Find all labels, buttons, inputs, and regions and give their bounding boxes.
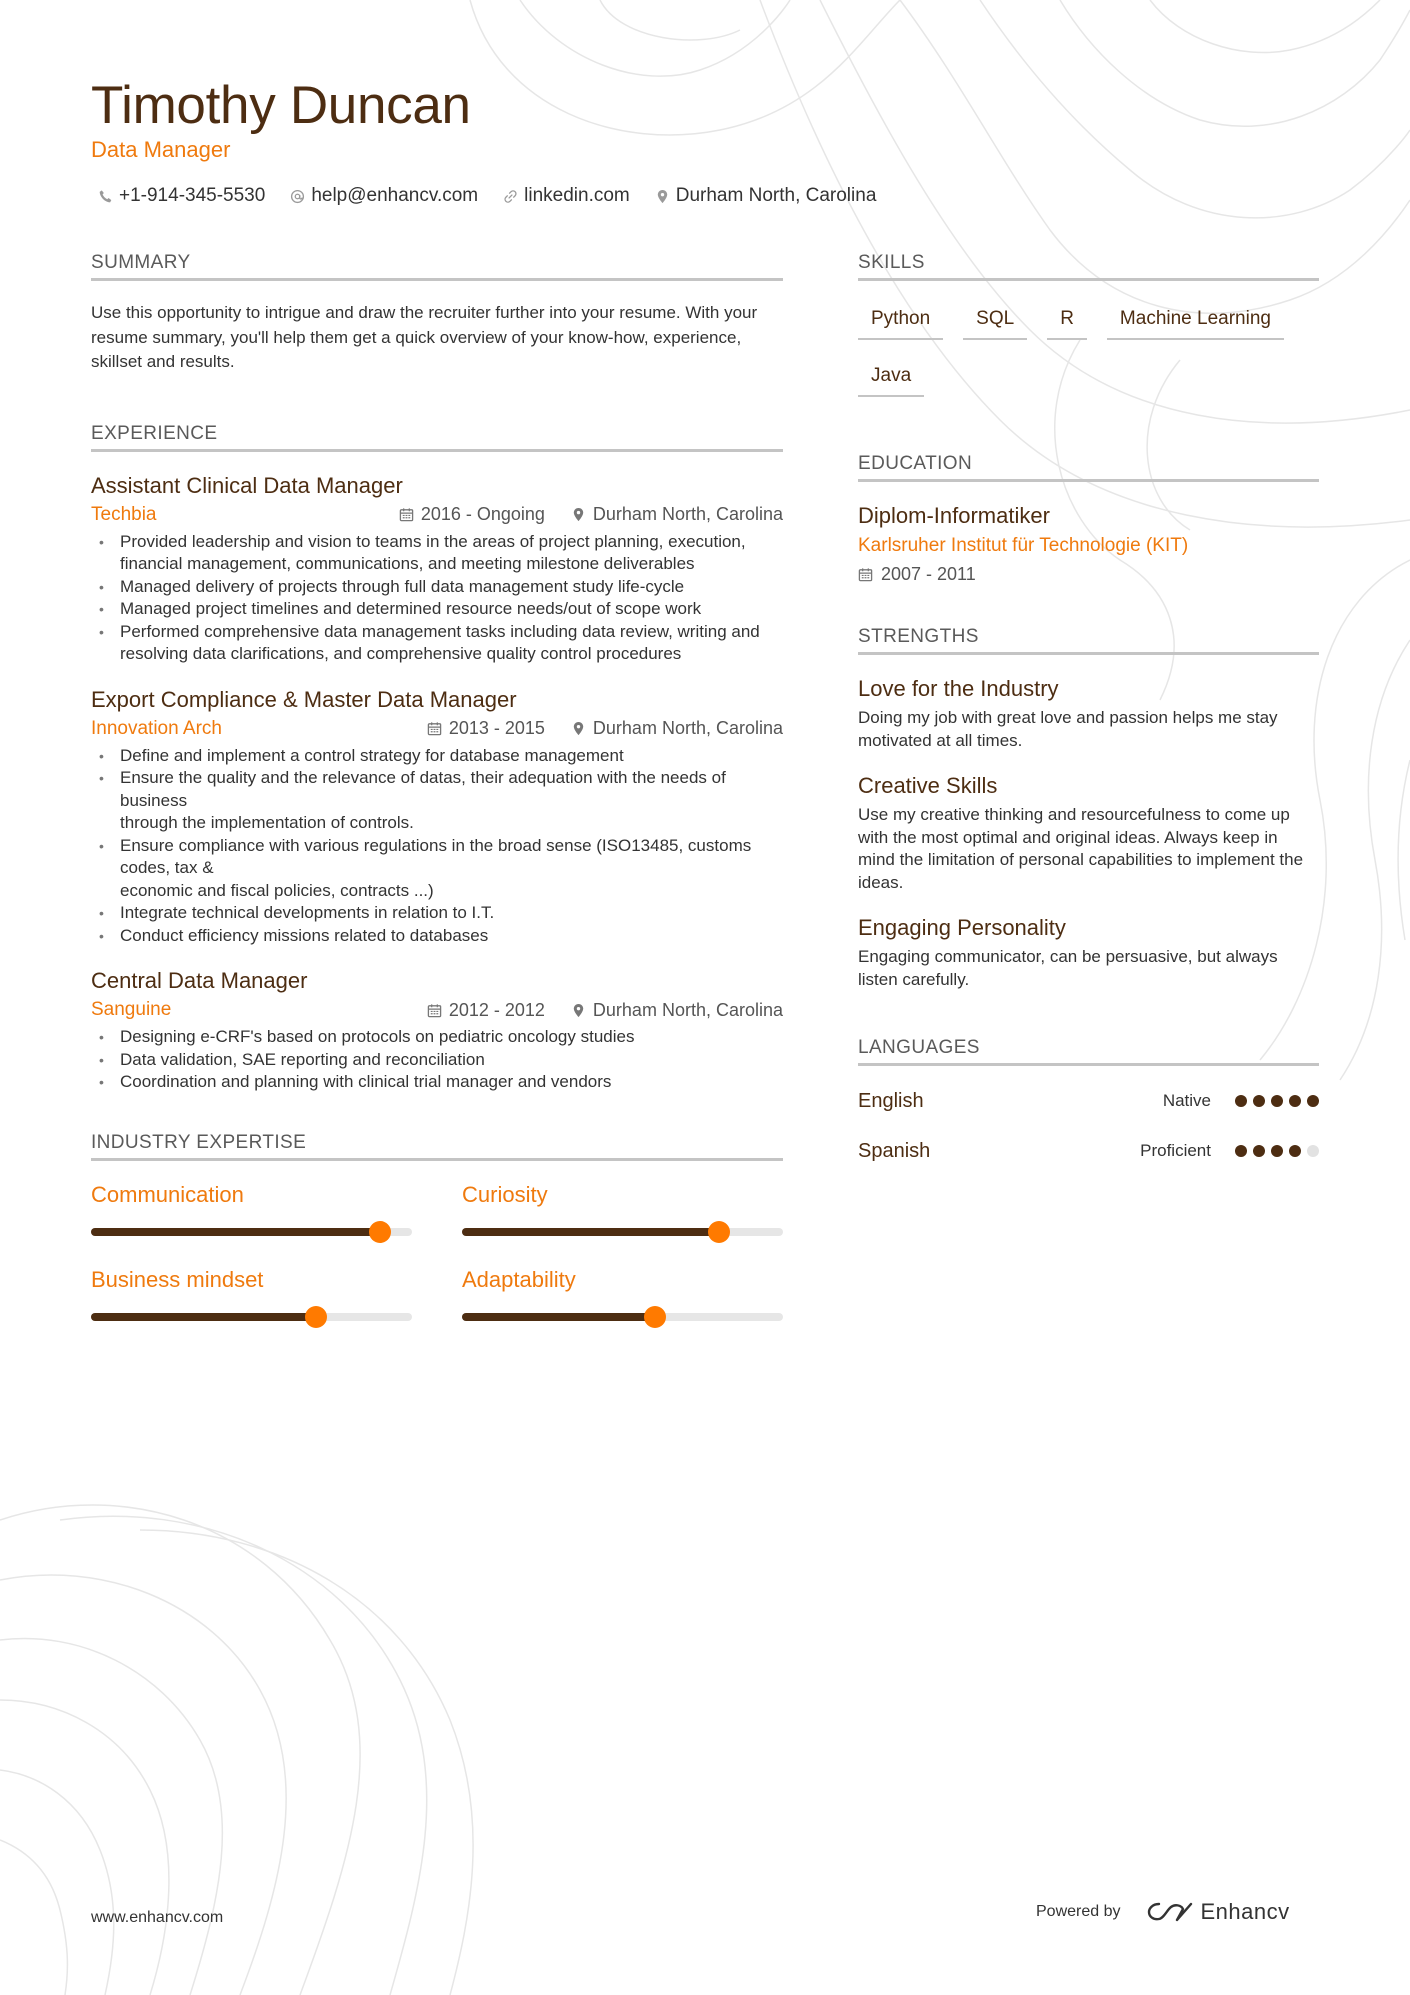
skill-tag: Machine Learning (1107, 301, 1284, 340)
skills-list (858, 301, 1319, 415)
language-dots (1229, 1095, 1319, 1107)
education-heading: EDUCATION (858, 451, 1319, 482)
strength-item (858, 675, 1319, 752)
job-bullet: • Data validation, SAE reporting and reconciliation (91, 1049, 783, 1072)
summary-heading: SUMMARY (91, 250, 783, 281)
job-bullet: • Conduct efficiency missions related to databases (91, 925, 783, 948)
strengths-section (858, 624, 1319, 991)
job-company: Sanguine (91, 999, 172, 1020)
candidate-name: Timothy Duncan (91, 76, 471, 135)
industry-expertise-heading: INDUSTRY EXPERTISE (91, 1130, 783, 1161)
expertise-bar-knob (369, 1221, 391, 1243)
job-entry (91, 686, 783, 948)
language-dot (1235, 1095, 1247, 1107)
calendar-icon (427, 721, 442, 736)
expertise-item (91, 1181, 412, 1236)
job-bullet: • Ensure the quality and the relevance of datas, their adequation with the needs of business through the implementation of controls. (91, 767, 783, 835)
language-dot (1271, 1145, 1283, 1157)
footer-url[interactable]: www.enhancv.com (91, 1909, 224, 1926)
language-dot (1289, 1145, 1301, 1157)
job-bullet: • Provided leadership and vision to teams in the areas of project planning, execution, financial management, communications, and meeting milestone deliverables (91, 531, 783, 576)
job-title: Export Compliance & Master Data Manager (91, 686, 517, 712)
at-icon (290, 189, 305, 204)
expertise-label: Business mindset (91, 1266, 264, 1292)
skill-tag: SQL (963, 301, 1027, 340)
education-section (858, 451, 1319, 586)
expertise-item (91, 1266, 412, 1321)
language-name: Spanish (858, 1139, 931, 1162)
expertise-label: Curiosity (462, 1181, 548, 1207)
experience-section (91, 421, 783, 1094)
expertise-bar (462, 1313, 783, 1321)
strength-description: Doing my job with great love and passion helps me stay motivated at all times. (858, 708, 1278, 750)
expertise-bar-fill (91, 1228, 380, 1236)
location-pin-icon (571, 721, 586, 736)
job-title: Assistant Clinical Data Manager (91, 472, 403, 498)
expertise-item (462, 1266, 783, 1321)
strength-item (858, 914, 1319, 991)
job-bullets (91, 531, 783, 666)
skills-heading: SKILLS (858, 250, 1319, 281)
job-bullets (91, 745, 783, 948)
summary-text: Use this opportunity to intrigue and draw the recruiter further into your resume. With your resume summary, you'll help them get a quick overview of your know-how, experience, skillset and results. (91, 303, 758, 371)
language-item (858, 1086, 1319, 1116)
education-dates: 2007 - 2011 (881, 564, 976, 584)
right-column (858, 250, 1319, 1166)
contact-location (655, 184, 877, 208)
job-dates: 2013 - 2015 (448, 718, 545, 738)
expertise-item (462, 1181, 783, 1236)
language-item (858, 1136, 1319, 1166)
left-column (91, 250, 783, 1321)
expertise-bar (91, 1228, 412, 1236)
strength-title: Love for the Industry (858, 676, 1059, 701)
job-title: Central Data Manager (91, 968, 308, 993)
job-bullet: • Performed comprehensive data management tasks including data review, writing and resolving data clarifications, and comprehensive quality control procedures (91, 621, 783, 666)
skill-tag: Python (858, 301, 943, 340)
language-dot (1253, 1145, 1265, 1157)
contact-phone[interactable] (98, 184, 265, 208)
strength-description: Use my creative thinking and resourcefulness to come up with the most optimal and original ideas. Always keep in mind the limitation of personal capabilities to implement the ideas. (858, 805, 1304, 892)
language-dot (1235, 1145, 1247, 1157)
phone-icon (98, 189, 113, 204)
calendar-icon (427, 1003, 442, 1018)
expertise-bar-fill (462, 1313, 655, 1321)
expertise-bar (91, 1313, 412, 1321)
location-pin-icon (571, 507, 586, 522)
strength-title: Creative Skills (858, 773, 998, 798)
contact-email-text: help@enhancv.com (311, 185, 479, 206)
expertise-bar-knob (305, 1306, 327, 1328)
languages-section (858, 1035, 1319, 1166)
contact-location-text: Durham North, Carolina (675, 185, 877, 206)
enhancv-logo-text: Enhancv (1200, 1899, 1290, 1924)
enhancv-logo[interactable] (1147, 1899, 1290, 1925)
skill-tag: Java (858, 358, 924, 397)
expertise-bar-fill (462, 1228, 719, 1236)
language-dot (1253, 1095, 1265, 1107)
language-level: Proficient (1140, 1141, 1211, 1160)
candidate-title: Data Manager (91, 137, 231, 162)
language-dot (1271, 1095, 1283, 1107)
job-location: Durham North, Carolina (592, 999, 783, 1020)
job-bullet: • Coordination and planning with clinical trial manager and vendors (91, 1071, 783, 1094)
strength-description: Engaging communicator, can be persuasive, but always listen carefully. (858, 947, 1278, 989)
job-company: Innovation Arch (91, 717, 222, 739)
job-bullet: • Integrate technical developments in relation to I.T. (91, 902, 783, 925)
experience-heading: EXPERIENCE (91, 421, 783, 452)
job-bullet: • Define and implement a control strategy for database management (91, 745, 783, 768)
enhancv-logo-icon (1147, 1900, 1193, 1924)
location-pin-icon (571, 1003, 586, 1018)
job-entry (91, 472, 783, 666)
language-dot (1307, 1095, 1319, 1107)
job-company: Techbia (91, 503, 157, 525)
education-degree: Diplom-Informatiker (858, 503, 1050, 528)
location-pin-icon (655, 189, 670, 204)
expertise-label: Adaptability (462, 1266, 576, 1292)
calendar-icon (858, 567, 873, 582)
job-bullet: • Ensure compliance with various regulations in the broad sense (ISO13485, customs codes, tax & economic and fiscal policies, contracts ...) (91, 835, 783, 903)
skill-tag: R (1047, 301, 1087, 340)
language-dot (1307, 1145, 1319, 1157)
footer-brand (1036, 1899, 1290, 1925)
job-dates: 2016 - Ongoing (420, 504, 545, 524)
expertise-bar (462, 1228, 783, 1236)
job-bullet: • Managed delivery of projects through full data management study life-cycle (91, 576, 783, 599)
job-bullet: • Designing e-CRF's based on protocols on pediatric oncology studies (91, 1026, 783, 1049)
expertise-bar-fill (91, 1313, 316, 1321)
job-entry (91, 967, 783, 1094)
summary-section (91, 250, 783, 375)
job-location: Durham North, Carolina (592, 504, 783, 524)
job-bullets (91, 1026, 783, 1094)
strength-title: Engaging Personality (858, 915, 1066, 940)
language-level: Native (1162, 1091, 1211, 1110)
contact-linkedin[interactable] (503, 184, 630, 208)
strengths-heading: STRENGTHS (858, 624, 1319, 655)
footer-powered-by: Powered by (1036, 1903, 1121, 1920)
languages-heading: LANGUAGES (858, 1035, 1319, 1066)
expertise-bar-knob (644, 1306, 666, 1328)
contact-bar (98, 184, 901, 208)
contact-email[interactable] (290, 184, 478, 208)
job-bullet: • Managed project timelines and determined resource needs/out of scope work (91, 598, 783, 621)
skills-section (858, 250, 1319, 415)
language-dot (1289, 1095, 1301, 1107)
link-icon (503, 189, 518, 204)
job-location: Durham North, Carolina (592, 718, 783, 738)
language-dots (1229, 1145, 1319, 1157)
industry-expertise-section (91, 1130, 783, 1321)
strength-item (858, 772, 1319, 894)
contact-linkedin-text: linkedin.com (524, 185, 630, 206)
expertise-bar-knob (708, 1221, 730, 1243)
contact-phone-text: +1-914-345-5530 (119, 185, 266, 206)
calendar-icon (399, 507, 414, 522)
job-dates: 2012 - 2012 (448, 999, 545, 1020)
education-school: Karlsruher Institut für Technologie (KIT) (858, 535, 1189, 556)
expertise-label: Communication (91, 1181, 244, 1207)
language-name: English (858, 1089, 924, 1112)
